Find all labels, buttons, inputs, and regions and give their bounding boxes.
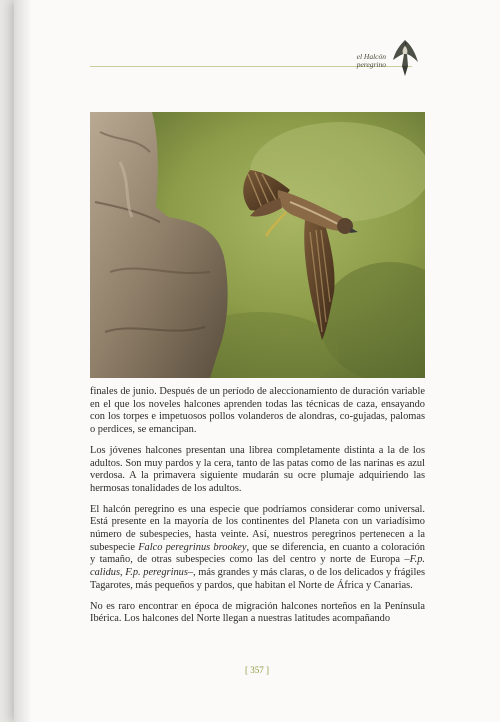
running-header (357, 53, 386, 69)
falcon-photo (90, 112, 425, 378)
subspecies-name-calidus: F.p. calidus (90, 554, 425, 579)
paragraph-3: El halcón peregrino es una especie que podríamos considerar como universal. Está presente en la mayoría de los continentes del Planeta con un variadísimo número de subespecies, hasta veinte. Así, nuestros peregrinos pertenecen a la subespecie Falco peregrinus brookey, que se diferencia, en cuanto a coloración y tamaño, de otras subespecies como las del centro y norte de Europa –F.p. calidus, F.p. peregrinus–, más grandes y más claras, o de los delicados y frágiles Tagarotes, más pequeños y pardos, que habitan el Norte de África y Canarias. (90, 503, 426, 591)
running-header-line1: el Halcón (356, 52, 386, 61)
species-name: Falco peregrinus brookey (138, 541, 247, 553)
running-header-line2: peregrino (356, 60, 386, 69)
body-text (90, 386, 425, 634)
paragraph-1: finales de junio. Después de un período de aleccionamiento de duración variable en el que los noveles halcones aprenden todas las técnicas de caza, ensayando con los torpes e impetuosos pollos volanderos de alondras, co-gujadas, palomas o perdices, se emancipan. (90, 386, 425, 436)
paragraph-2: Los jóvenes halcones presentan una librea completamente distinta a la de los adultos. Son muy pardos y la cera, tanto de las patas como de las narinas es azul verdosa. A la primavera siguiente mudarán su ocre plumaje adquiriendo las hermosas tonalidades de los adultos. (90, 444, 425, 494)
falcon-logo-icon (389, 36, 421, 80)
paragraph-4: No es raro encontrar en época de migración halcones norteños en la Península Ibérica. Los halcones del Norte llegan a nuestras latitudes acompañando (90, 600, 425, 625)
page-number: [ 357 ] (245, 665, 269, 675)
book-page (14, 0, 500, 722)
subspecies-name-peregrinus: F.p. peregrinus (125, 567, 188, 579)
